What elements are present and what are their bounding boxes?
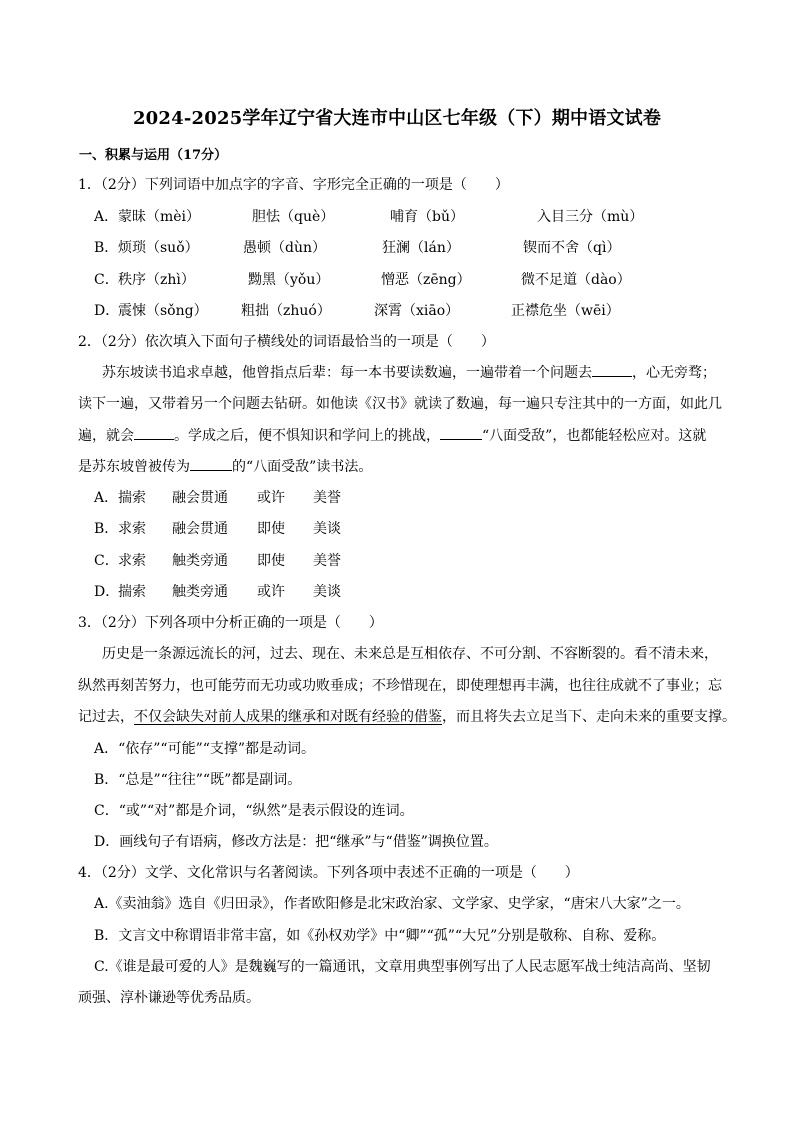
passage-text: 。学成之后，便不惧知识和学问上的挑战， xyxy=(174,428,440,444)
option-word: 蒙昧（mèi） xyxy=(118,209,201,225)
passage-text: ，而且将失去立足当下、走向未来的重要支撑。 xyxy=(442,709,736,725)
question-4-option-c[interactable]: C.《谁是最可爱的人》是魏巍写的一篇通讯，文章用典型事例写出了人民志愿军战士纯洁高尚、坚韧 xyxy=(94,959,711,975)
option-word: 烦琐（suǒ） xyxy=(118,240,199,256)
option-label: B． xyxy=(94,240,119,256)
question-3-option-b[interactable]: B．“总是”“往往”“既”都是副词。 xyxy=(94,772,302,788)
option-label: D． xyxy=(94,303,120,319)
option-word: 或许 xyxy=(257,584,285,600)
option-word: 胆怯（què） xyxy=(252,209,335,225)
passage-text: “八面受敌”，也都能轻松应对。这就 xyxy=(482,428,707,444)
question-2-passage-line-3 xyxy=(78,425,706,445)
option-label: D． xyxy=(94,584,120,600)
option-word: 锲而不舍（qì） xyxy=(523,240,621,256)
question-3-passage-line-2: 纵然再刻苦努力，也可能劳而无功或功败垂成；不珍惜现在，即使理想再丰满，也往往成就不了事业；忘 xyxy=(78,678,722,694)
question-4-stem: 4．（2分）文学、文化常识与名著阅读。下列各项中表述不正确的一项是（ ） xyxy=(78,865,579,881)
option-word: 求索 xyxy=(118,521,146,537)
option-label: A． xyxy=(94,490,119,506)
option-word: 即使 xyxy=(257,521,285,537)
passage-text: 记过去， xyxy=(78,709,134,725)
option-word: 融会贯通 xyxy=(172,521,228,537)
question-3-stem: 3．（2分）下列各项中分析正确的一项是（ ） xyxy=(78,615,383,631)
question-3-option-c[interactable]: C．“或”“对”都是介词，“纵然”是表示假设的连词。 xyxy=(94,803,414,819)
passage-text: 是苏东坡曾被传为 xyxy=(78,459,190,475)
question-3-passage-line-3 xyxy=(78,706,736,726)
option-label: C． xyxy=(94,272,119,288)
question-2-stem: 2．（2分）依次填入下面句子横线处的词语最恰当的一项是（ ） xyxy=(78,334,495,350)
option-word: 美誉 xyxy=(313,553,341,569)
option-label: A． xyxy=(94,209,119,225)
question-4-option-b[interactable]: B．文言文中称谓语非常丰富，如《孙权劝学》中“卿”“孤”“大兄”分别是敬称、自称、爱称。 xyxy=(94,928,666,944)
option-word: 黝黑（yǒu） xyxy=(248,272,330,288)
fill-blank-1[interactable] xyxy=(592,364,632,377)
option-word: 即使 xyxy=(257,553,285,569)
question-3-option-a[interactable]: A．“依存”“可能”“支撑”都是动词。 xyxy=(94,741,316,757)
option-word: 触类旁通 xyxy=(172,553,228,569)
fill-blank-3[interactable] xyxy=(440,427,482,440)
passage-text: 的“八面受敌”读书法。 xyxy=(232,459,373,475)
option-word: 秩序（zhì） xyxy=(118,272,195,288)
question-4-option-a[interactable]: A.《卖油翁》选自《归田录》，作者欧阳修是北宋政治家、文学家、史学家，“唐宋八大家”之一。 xyxy=(94,896,690,912)
option-word: 震悚（sǒng） xyxy=(118,303,208,319)
option-word: 愚顿（dùn） xyxy=(243,240,326,256)
option-word: 揣索 xyxy=(118,490,146,506)
option-word: 粗拙（zhuó） xyxy=(241,303,331,319)
question-1-stem: 1．（2分）下列词语中加点字的字音、字形完全正确的一项是（ ） xyxy=(78,177,509,193)
question-3-option-d[interactable]: D．画线句子有语病，修改方法是：把“继承”与“借鉴”调换位置。 xyxy=(94,834,498,850)
option-word: 或许 xyxy=(257,490,285,506)
passage-text: 苏东坡读书追求卓越，他曾指点后辈：每一本书要读数遍，一遍带着一个问题去 xyxy=(102,365,592,381)
option-word: 美谈 xyxy=(313,521,341,537)
question-3-passage-line-1: 历史是一条源远流长的河，过去、现在、未来总是互相依存、不可分割、不容断裂的。看不清未来， xyxy=(102,646,718,662)
question-2-passage-line-1 xyxy=(102,362,716,382)
question-2-passage-line-2: 读下一遍，又带着另一个问题去钻研。如他读《汉书》就读了数遍，每一遍只专注其中的一方面，如此几 xyxy=(78,396,722,412)
section-heading: 一、积累与运用（17分） xyxy=(79,148,228,163)
option-word: 揣索 xyxy=(118,584,146,600)
question-4-option-c-continued: 顽强、淳朴谦逊等优秀品质。 xyxy=(78,990,260,1006)
option-word: 哺育（bǔ） xyxy=(390,209,464,225)
fill-blank-4[interactable] xyxy=(190,458,232,471)
passage-text: ，心无旁骛； xyxy=(632,365,716,381)
option-word: 美誉 xyxy=(313,490,341,506)
option-label: B． xyxy=(94,521,119,537)
exam-title: 2024-2025学年辽宁省大连市中山区七年级（下）期中语文试卷 xyxy=(132,108,662,129)
underlined-sentence: 不仅会缺失对前人成果的继承和对既有经验的借鉴 xyxy=(134,709,442,725)
option-label: C． xyxy=(94,553,119,569)
fill-blank-2[interactable] xyxy=(134,427,174,440)
question-2-passage-line-4 xyxy=(78,456,372,476)
option-word: 融会贯通 xyxy=(172,490,228,506)
option-word: 正襟危坐（wēi） xyxy=(511,303,620,319)
option-word: 憎恶（zēng） xyxy=(381,272,471,288)
option-word: 美谈 xyxy=(313,584,341,600)
option-word: 入目三分（mù） xyxy=(537,209,644,225)
option-word: 求索 xyxy=(118,553,146,569)
option-word: 微不足道（dào） xyxy=(521,272,631,288)
option-word: 触类旁通 xyxy=(172,584,228,600)
passage-text: 遍，就会 xyxy=(78,428,134,444)
option-word: 深霄（xiāo） xyxy=(374,303,460,319)
option-word: 狂澜（lán） xyxy=(382,240,460,256)
